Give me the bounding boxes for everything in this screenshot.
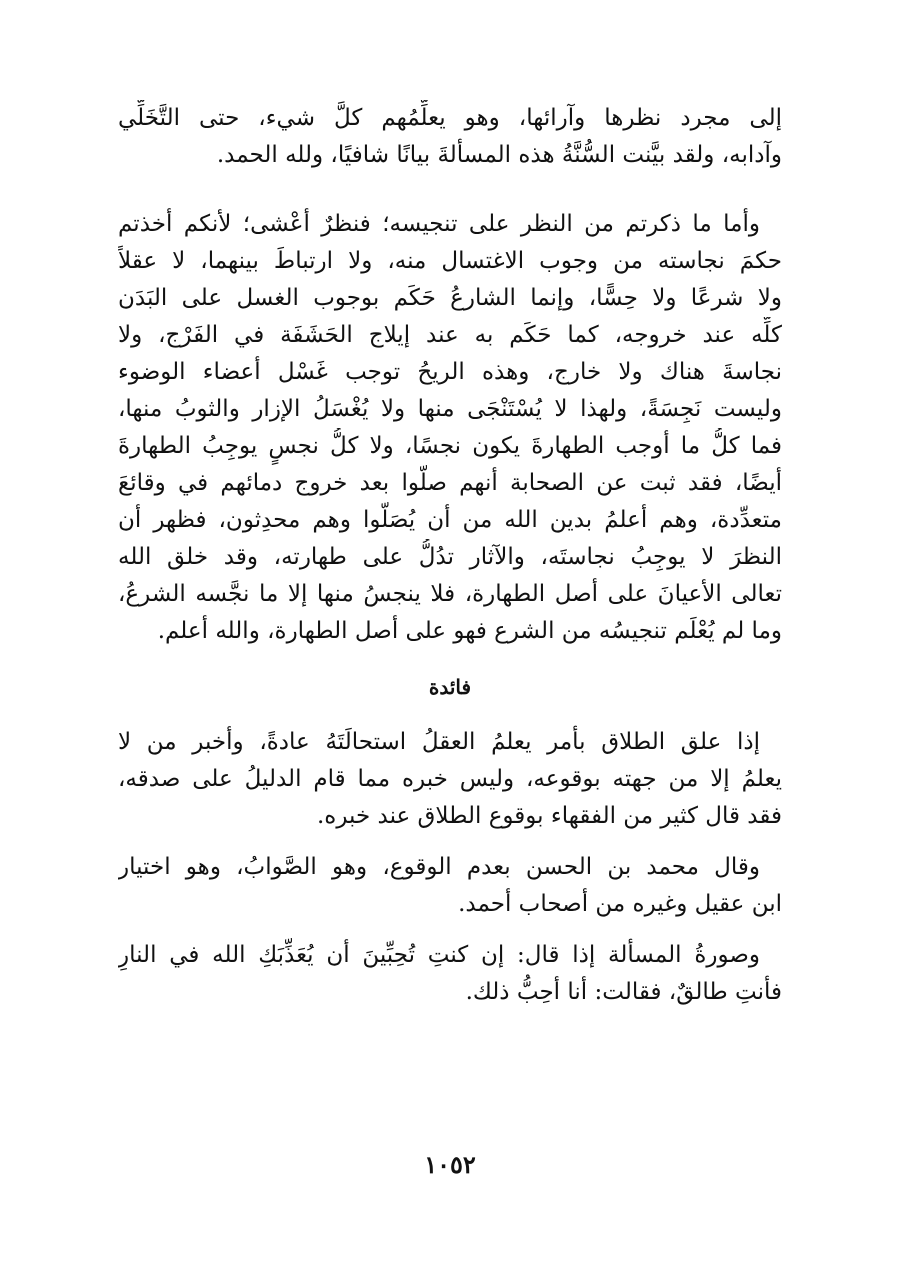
text-line: فما كلُّ ما أوجب الطهارةَ يكون نجسًا، ولا كلُّ نجسٍ يوجِبُ الطهارةَ [118, 433, 782, 459]
text-line: وقال محمد بن الحسن بعدم الوقوع، وهو الصَّوابُ، وهو اختيار [118, 854, 760, 880]
section-heading: فائدة [428, 675, 472, 699]
text-line: تعالى الأعيانَ على أصل الطهارة، فلا ينجسُ منها إلا ما نجَّسه الشرعُ، [118, 581, 782, 607]
section-gap [118, 702, 782, 724]
paragraph-gap [118, 835, 782, 849]
text-line: إلى مجرد نظرها وآرائها، وهو يعلِّمُهم كلَّ شيء، حتى التَّخَلِّي [118, 105, 782, 131]
page-number: ١٠٥٢ [424, 1150, 476, 1179]
paragraph-gap [118, 174, 782, 206]
text-line: حكمَ نجاسته من وجوب الاغتسال منه، ولا ارتباطَ بينهما، لا عقلاً [118, 248, 782, 274]
section-gap [118, 650, 782, 672]
text-line: إذا علق الطلاق بأمر يعلمُ العقلُ استحالَتَهُ عادةً، وأخبر من لا [118, 729, 760, 755]
text-line: وآدابه، ولقد بيَّنت السُّنَّةُ هذه المسألةَ بيانًا شافيًا، ولله الحمد. [216, 142, 782, 168]
paragraph-3 [118, 724, 782, 835]
text-line: نجاسةَ هناك ولا خارج، وهذه الريحُ توجب غَسْل أعضاء الوضوء [118, 359, 782, 385]
paragraph-4 [118, 849, 782, 923]
paragraph-gap [118, 923, 782, 937]
text-line: متعدِّدة، وهم أعلمُ بدين الله من أن يُصَلُّوا وهم محدِثون، فظهر أن [118, 507, 782, 533]
text-line: ابن عقيل وغيره من أصحاب أحمد. [458, 891, 782, 917]
text-line: أيضًا، فقد ثبت عن الصحابة أنهم صلَّوا بعد خروج دمائهم في وقائعَ [118, 470, 782, 496]
text-line: وليست نَجِسَةً، ولهذا لا يُسْتَنْجَى منها ولا يُغْسَلُ الإزار والثوبُ منها، [118, 396, 782, 422]
paragraph-2 [118, 206, 782, 650]
paragraph-1 [118, 100, 782, 174]
text-line: وأما ما ذكرتم من النظر على تنجيسه؛ فنظرٌ أعْشى؛ لأنكم أخذتم [118, 211, 760, 237]
text-line: ولا شرعًا ولا حِسًّا، وإنما الشارعُ حَكَم بوجوب الغسل على البَدَن [118, 285, 782, 311]
text-line: فقد قال كثير من الفقهاء بوقوع الطلاق عند خبره. [316, 803, 782, 829]
text-line: وصورةُ المسألة إذا قال: إن كنتِ تُحِبِّينَ أن يُعَذِّبَكِ الله في النارِ [118, 942, 760, 968]
text-line: فأنتِ طالقٌ، فقالت: أنا أحِبُّ ذلك. [465, 979, 782, 1005]
text-line: وما لم يُعْلَم تنجيسُه من الشرع فهو على أصل الطهارة، والله أعلم. [157, 618, 782, 644]
text-line: يعلمُ إلا من جهته بوقوعه، وليس خبره مما قام الدليلُ على صدقه، [118, 766, 782, 792]
text-line: النظرَ لا يوجِبُ نجاستَه، والآثار تدُلُّ على طهارته، وقد خلق الله [118, 544, 782, 570]
page-body [118, 100, 782, 1011]
text-line: كلِّه عند خروجه، كما حَكَم به عند إيلاج الحَشَفَة في الفَرْج، ولا [118, 322, 782, 348]
paragraph-5 [118, 937, 782, 1011]
